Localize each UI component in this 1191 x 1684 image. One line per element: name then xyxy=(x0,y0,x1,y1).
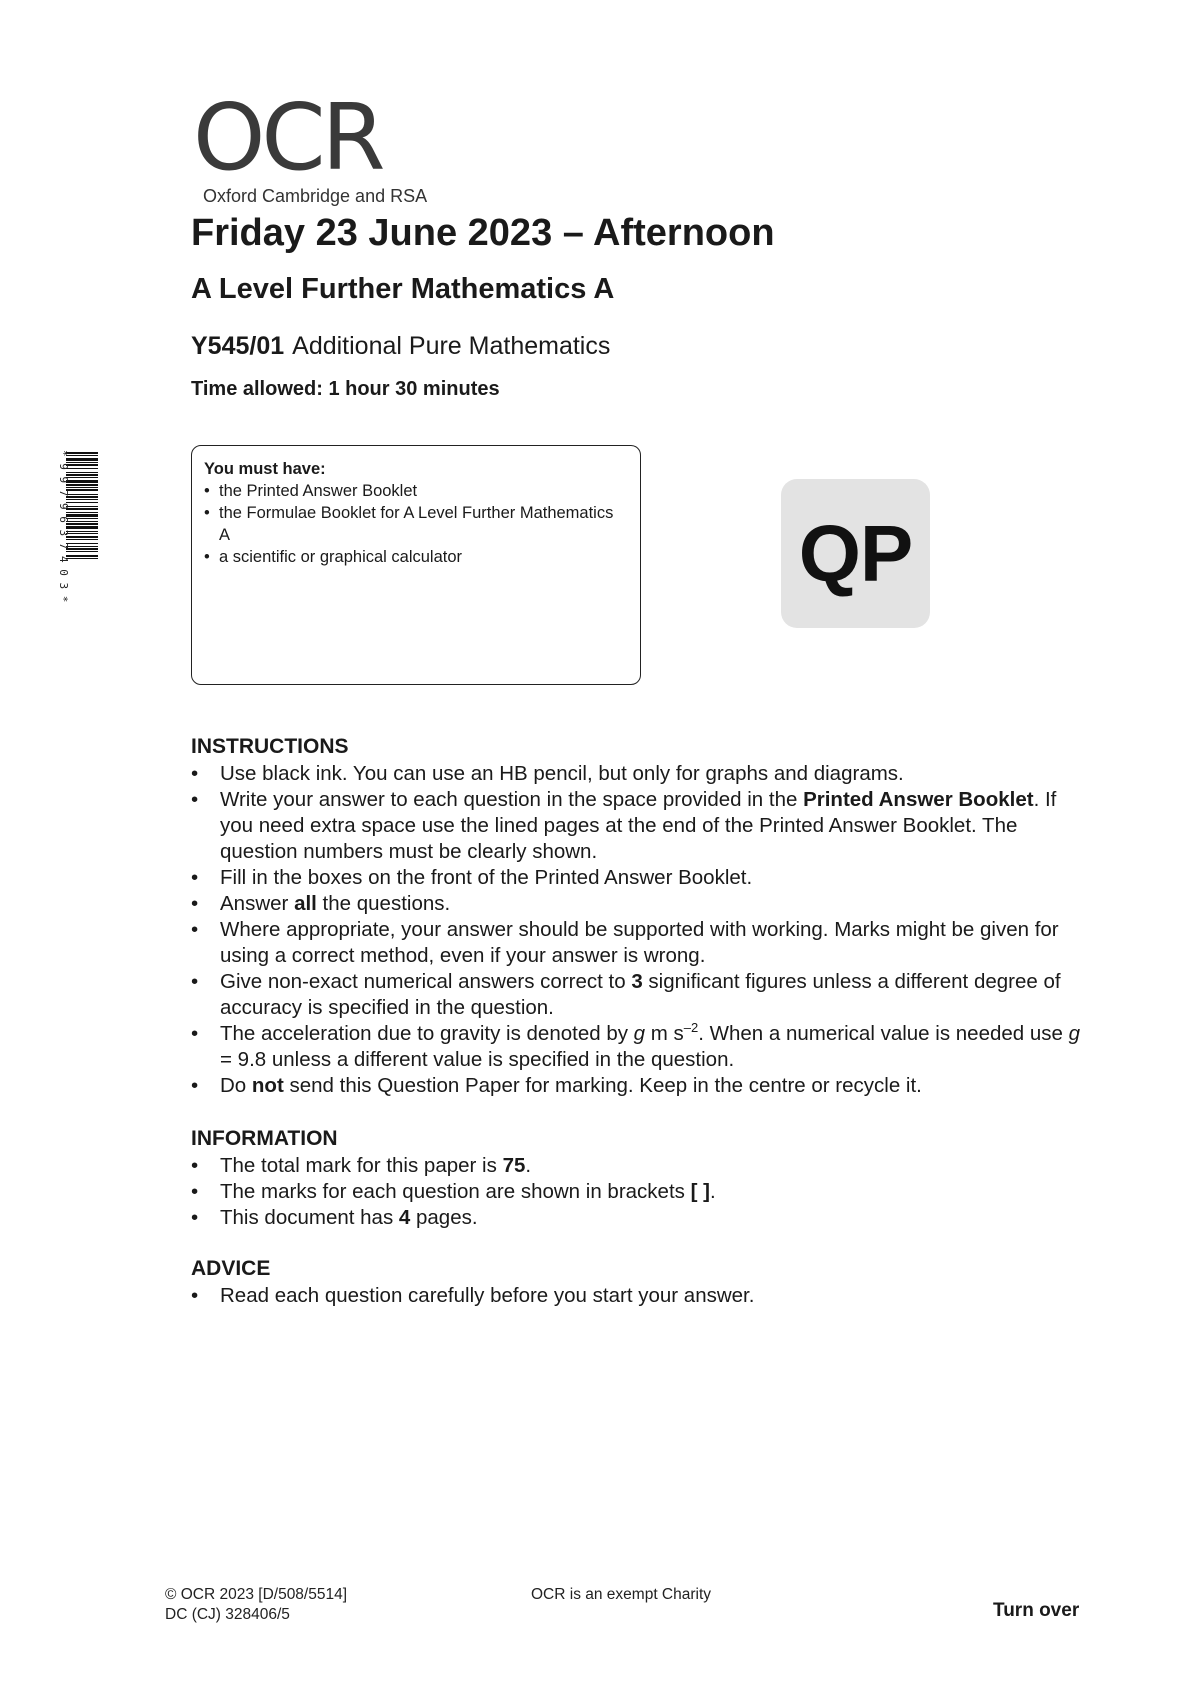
footer-copyright: © OCR 2023 [D/508/5514] xyxy=(165,1586,348,1603)
question-paper-badge: QP xyxy=(781,479,930,628)
advice-section xyxy=(191,1256,1091,1309)
instruction-item: • Write your answer to each question in the space provided in the Printed Answer Booklet. If you need extra space use the lined pages at the end of the Printed Answer Booklet. The question numbers must be clearly shown. xyxy=(191,787,1091,865)
information-list xyxy=(191,1153,1091,1231)
instruction-item: • Answer all the questions. xyxy=(191,891,1091,917)
must-have-box xyxy=(191,445,641,685)
unit-line xyxy=(191,332,610,361)
instruction-item: • Fill in the boxes on the front of the Printed Answer Booklet. xyxy=(191,865,1091,891)
information-item: • The marks for each question are shown in brackets [ ]. xyxy=(191,1179,1091,1205)
barcode xyxy=(52,450,98,680)
logo-mark: OCR xyxy=(193,84,382,191)
instruction-item: • Do not send this Question Paper for marking. Keep in the centre or recycle it. xyxy=(191,1073,1091,1099)
information-item: • This document has 4 pages. xyxy=(191,1205,1091,1231)
must-have-item: • the Printed Answer Booklet xyxy=(204,480,628,502)
must-have-item: • a scientific or graphical calculator xyxy=(204,546,628,568)
footer-charity: OCR is an exempt Charity xyxy=(531,1586,712,1603)
advice-title: ADVICE xyxy=(191,1257,271,1280)
instruction-item: • Where appropriate, your answer should be supported with working. Marks might be given for using a correct method, even if your answer is wrong. xyxy=(191,917,1091,969)
instructions-section xyxy=(191,734,1091,1099)
unit-title: Additional Pure Mathematics xyxy=(292,332,611,360)
must-have-title: You must have: xyxy=(204,460,326,478)
advice-item: • Read each question carefully before you start your answer. xyxy=(191,1283,1091,1309)
must-have-item: • the Formulae Booklet for A Level Further Mathematics A xyxy=(204,502,628,546)
instructions-list xyxy=(191,761,1091,1099)
instruction-item: • The acceleration due to gravity is denoted by g m $s^{-2}$. When a numerical value is needed use g = 9.8 unless a different value is specified in the question. xyxy=(191,1021,1091,1073)
turn-over-label: Turn over xyxy=(993,1600,1080,1621)
information-item: • The total mark for this paper is 75. xyxy=(191,1153,1091,1179)
logo-subtitle: Oxford Cambridge and RSA xyxy=(203,186,428,206)
information-section xyxy=(191,1126,1091,1231)
must-have-list xyxy=(204,480,628,568)
instruction-item: • Give non-exact numerical answers correct to 3 significant figures unless a different degree of accuracy is specified in the question. xyxy=(191,969,1091,1021)
unit-code: Y545/01 xyxy=(191,332,285,360)
footer-left xyxy=(165,1585,347,1625)
ocr-logo xyxy=(193,84,428,207)
instructions-title: INSTRUCTIONS xyxy=(191,735,349,758)
information-title: INFORMATION xyxy=(191,1127,338,1150)
barcode-number: * 9 9 7 9 6 3 7 4 0 3 * xyxy=(57,450,70,603)
exam-date-title: Friday 23 June 2023 – Afternoon xyxy=(191,212,775,254)
advice-list xyxy=(191,1283,1091,1309)
time-allowed: Time allowed: 1 hour 30 minutes xyxy=(191,378,500,400)
instruction-item: • Use black ink. You can use an HB pencil, but only for graphs and diagrams. xyxy=(191,761,1091,787)
footer-doc-code: DC (CJ) 328406/5 xyxy=(165,1606,290,1623)
qualification-title: A Level Further Mathematics A xyxy=(191,273,615,305)
